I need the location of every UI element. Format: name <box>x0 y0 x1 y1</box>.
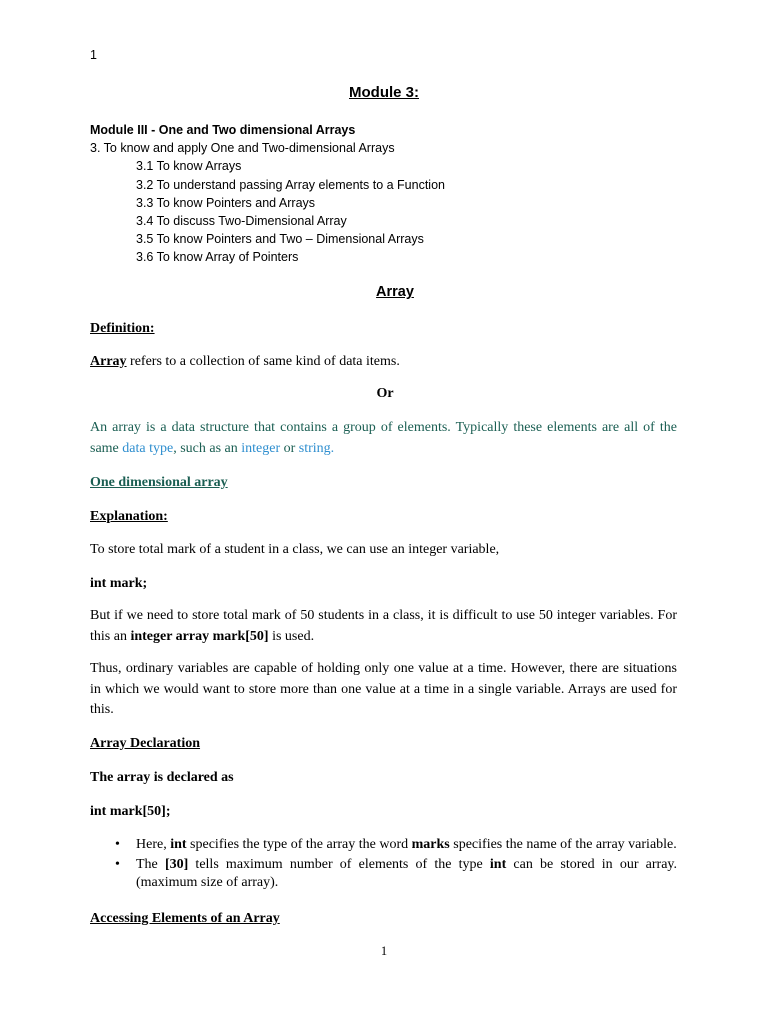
array-declaration-heading: Array Declaration <box>90 736 201 751</box>
bullet-text: Here, <box>136 837 171 852</box>
or-separator: Or <box>376 386 394 401</box>
bullet-keyword: int <box>489 856 507 872</box>
module-objective: 3. To know and apply One and Two-dimensional Arrays <box>90 141 395 156</box>
bullet-keyword: int <box>170 837 187 852</box>
list-item <box>90 856 677 893</box>
definition-term: Array <box>90 354 127 369</box>
topic-item: 3.3 To know Pointers and Arrays <box>136 195 316 210</box>
array-section-title-text: Array <box>376 284 414 300</box>
code-int-mark-50: int mark[50]; <box>90 804 171 819</box>
alt-def-text: , such as an <box>173 440 242 456</box>
bullet-keyword: marks <box>411 837 450 852</box>
alt-def-text: . <box>330 440 335 456</box>
definition-heading: Definition: <box>90 321 155 336</box>
topic-item: 3.6 To know Array of Pointers <box>136 250 299 265</box>
string-link[interactable]: string <box>298 440 331 456</box>
declared-as-text: The array is declared as <box>90 770 234 785</box>
module-title-text: Module 3: <box>349 84 419 101</box>
bullet-text: tells maximum number of elements of the type <box>188 856 490 872</box>
explanation-heading: Explanation: <box>90 509 168 524</box>
page-number-top: 1 <box>90 48 97 62</box>
alternate-definition <box>90 418 677 459</box>
module-title <box>0 84 768 101</box>
explanation-paragraph-1: To store total mark of a student in a class, we can use an integer variable, <box>90 542 500 557</box>
accessing-elements-heading: Accessing Elements of an Array <box>90 911 280 926</box>
page-number-bottom: 1 <box>380 944 388 958</box>
one-dimensional-heading: One dimensional array <box>90 475 228 490</box>
integer-array-term: integer array mark[50] <box>130 628 269 644</box>
topic-item: 3.2 To understand passing Array elements to a Function <box>136 177 445 192</box>
array-section-title <box>0 284 768 300</box>
bullet-icon: • <box>115 856 120 872</box>
data-type-link[interactable]: data type <box>122 440 174 456</box>
code-int-mark: int mark; <box>90 576 148 591</box>
bullet-icon: • <box>115 837 120 852</box>
bullet-text: can be stored in our array. (maximum size of array). <box>136 856 678 890</box>
alt-def-text: or <box>280 440 299 456</box>
definition-paragraph <box>90 352 677 373</box>
definition-text: refers to a collection of same kind of data items. <box>126 354 400 369</box>
alt-def-text: An array is a data structure that contains a group of elements. Typically these elements are all of the same <box>90 420 677 456</box>
declaration-bullets <box>90 836 677 893</box>
integer-link[interactable]: integer <box>241 440 281 456</box>
topic-item: 3.1 To know Arrays <box>136 159 242 174</box>
list-item <box>90 836 677 855</box>
bullet-keyword: [30] <box>164 856 189 872</box>
module-outline <box>90 121 445 267</box>
bullet-text: The <box>136 856 165 872</box>
bullet-text: specifies the name of the array variable. <box>449 837 677 852</box>
bullet-list <box>90 836 677 893</box>
topic-item: 3.4 To discuss Two-Dimensional Array <box>136 214 347 229</box>
topic-item: 3.5 To know Pointers and Two – Dimensional Arrays <box>136 232 424 247</box>
module-heading: Module III - One and Two dimensional Arrays <box>90 123 356 137</box>
explanation-text: But if we need to store total mark of 50 students in a class, it is difficult to use 50 integer variables. For this an <box>90 608 677 644</box>
explanation-paragraph-3: Thus, ordinary variables are capable of holding only one value at a time. However, there are situations in which we would want to store more than one value at a time in a single variable. Arrays are used for this. <box>90 661 677 717</box>
bullet-text: specifies the type of the array the word <box>186 837 412 852</box>
explanation-paragraph-2 <box>90 606 677 647</box>
explanation-text: is used. <box>268 628 315 644</box>
